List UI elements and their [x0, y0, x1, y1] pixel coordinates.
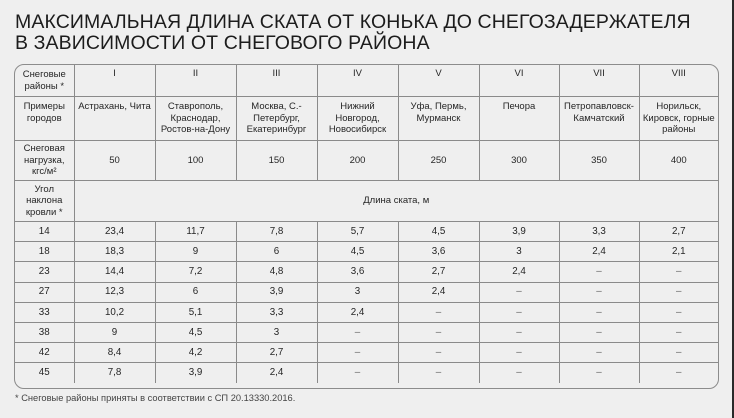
table-row [15, 262, 718, 282]
table-row [15, 363, 718, 383]
angle-cell: 42 [15, 343, 74, 363]
span-length-cell: 3,9 [479, 222, 559, 242]
load-cell: 250 [398, 141, 479, 181]
table-row [15, 302, 718, 322]
span-length-cell: 23,4 [74, 222, 155, 242]
load-cell: 150 [236, 141, 317, 181]
city-cell: Нижний Новгород, Новосибирск [317, 97, 398, 141]
angle-cell: 14 [15, 222, 74, 242]
span-length-cell: 2,4 [479, 262, 559, 282]
angle-cell: 27 [15, 282, 74, 302]
span-length-cell: – [639, 322, 718, 342]
city-cell: Петропавловск-Камчатский [559, 97, 639, 141]
angle-cell: 38 [15, 322, 74, 342]
span-length-cell: 2,4 [236, 363, 317, 383]
span-length-cell: – [639, 262, 718, 282]
city-cell: Норильск, Кировск, горные районы [639, 97, 718, 141]
snow-load-row [15, 141, 718, 181]
span-length-cell: 3 [479, 242, 559, 262]
span-length-cell: – [559, 322, 639, 342]
span-length-cell: – [479, 343, 559, 363]
span-length-cell: 3 [236, 322, 317, 342]
table-row [15, 282, 718, 302]
load-cell: 50 [74, 141, 155, 181]
span-length-cell: 14,4 [74, 262, 155, 282]
row-label-angle: Угол наклона кровли * [15, 181, 74, 222]
span-length-cell: – [398, 363, 479, 383]
region-cell: IV [317, 65, 398, 97]
row-label-regions: Снеговые районы * [15, 65, 74, 97]
span-length-cell: 3,3 [559, 222, 639, 242]
span-length-cell: 5,7 [317, 222, 398, 242]
span-length-cell: 12,3 [74, 282, 155, 302]
region-cell: VIII [639, 65, 718, 97]
load-cell: 350 [559, 141, 639, 181]
span-length-cell: – [479, 302, 559, 322]
span-length-label: Длина ската, м [74, 181, 718, 222]
span-length-cell: 3 [317, 282, 398, 302]
city-cell: Уфа, Пермь, Мурманск [398, 97, 479, 141]
span-length-cell: – [479, 363, 559, 383]
title-line-1: МАКСИМАЛЬНАЯ ДЛИНА СКАТА ОТ КОНЬКА ДО СНЕГОЗАДЕРЖАТЕЛЯ [15, 11, 691, 33]
region-cell: I [74, 65, 155, 97]
span-length-cell: – [559, 363, 639, 383]
angle-header-row [15, 181, 718, 222]
load-cell: 100 [155, 141, 236, 181]
span-length-cell: 3,3 [236, 302, 317, 322]
table-row [15, 222, 718, 242]
span-length-cell: – [639, 302, 718, 322]
span-length-cell: 3,6 [317, 262, 398, 282]
span-length-cell: – [398, 302, 479, 322]
load-cell: 200 [317, 141, 398, 181]
city-cell: Астрахань, Чита [74, 97, 155, 141]
span-length-cell: 2,7 [639, 222, 718, 242]
span-length-cell: 2,7 [398, 262, 479, 282]
span-length-cell: 9 [74, 322, 155, 342]
span-length-cell: – [559, 262, 639, 282]
region-cell: V [398, 65, 479, 97]
title-line-2: В ЗАВИСИМОСТИ ОТ СНЕГОВОГО РАЙОНА [15, 32, 430, 54]
span-length-cell: 4,8 [236, 262, 317, 282]
table-row [15, 242, 718, 262]
footnote: * Снеговые районы приняты в соответствии с СП 20.13330.2016. [15, 393, 296, 403]
span-length-cell: 5,1 [155, 302, 236, 322]
span-length-cell: – [559, 302, 639, 322]
city-cell: Москва, С.-Петербург, Екатеринбург [236, 97, 317, 141]
span-length-cell: 4,5 [155, 322, 236, 342]
span-length-cell: 7,8 [74, 363, 155, 383]
span-length-cell: – [317, 343, 398, 363]
span-length-cell: 2,4 [317, 302, 398, 322]
span-length-cell: – [479, 322, 559, 342]
row-label-cities: Примеры городов [15, 97, 74, 141]
span-length-cell: 7,8 [236, 222, 317, 242]
region-cell: II [155, 65, 236, 97]
cities-row [15, 97, 718, 141]
span-length-cell: – [317, 322, 398, 342]
load-cell: 400 [639, 141, 718, 181]
region-cell: VII [559, 65, 639, 97]
span-length-cell: 2,1 [639, 242, 718, 262]
span-length-cell: 6 [155, 282, 236, 302]
span-length-cell: – [317, 363, 398, 383]
span-length-cell: 4,2 [155, 343, 236, 363]
angle-cell: 45 [15, 363, 74, 383]
region-cell: III [236, 65, 317, 97]
span-length-cell: 4,5 [317, 242, 398, 262]
load-cell: 300 [479, 141, 559, 181]
span-length-cell: – [398, 343, 479, 363]
span-length-cell: – [639, 343, 718, 363]
city-cell: Печора [479, 97, 559, 141]
span-length-cell: 11,7 [155, 222, 236, 242]
span-length-cell: – [398, 322, 479, 342]
span-length-cell: – [479, 282, 559, 302]
span-length-table [15, 65, 718, 383]
span-length-cell: 9 [155, 242, 236, 262]
city-cell: Ставрополь, Краснодар, Ростов-на-Дону [155, 97, 236, 141]
row-label-load: Снеговая нагрузка, кгс/м² [15, 141, 74, 181]
region-cell: VI [479, 65, 559, 97]
span-length-cell: 3,6 [398, 242, 479, 262]
span-length-cell: 3,9 [236, 282, 317, 302]
table-row [15, 322, 718, 342]
angle-cell: 23 [15, 262, 74, 282]
snow-retainer-table [14, 64, 719, 389]
span-length-cell: – [559, 282, 639, 302]
span-length-cell: 2,4 [398, 282, 479, 302]
span-length-cell: 18,3 [74, 242, 155, 262]
span-length-cell: 4,5 [398, 222, 479, 242]
page-title [15, 12, 691, 54]
span-length-cell: – [639, 363, 718, 383]
span-length-cell: – [639, 282, 718, 302]
angle-cell: 18 [15, 242, 74, 262]
span-length-cell: 2,7 [236, 343, 317, 363]
span-length-cell: 10,2 [74, 302, 155, 322]
table-row [15, 343, 718, 363]
span-length-cell: – [559, 343, 639, 363]
span-length-cell: 7,2 [155, 262, 236, 282]
span-length-cell: 6 [236, 242, 317, 262]
span-length-cell: 3,9 [155, 363, 236, 383]
span-length-cell: 8,4 [74, 343, 155, 363]
angle-cell: 33 [15, 302, 74, 322]
regions-row [15, 65, 718, 97]
span-length-cell: 2,4 [559, 242, 639, 262]
